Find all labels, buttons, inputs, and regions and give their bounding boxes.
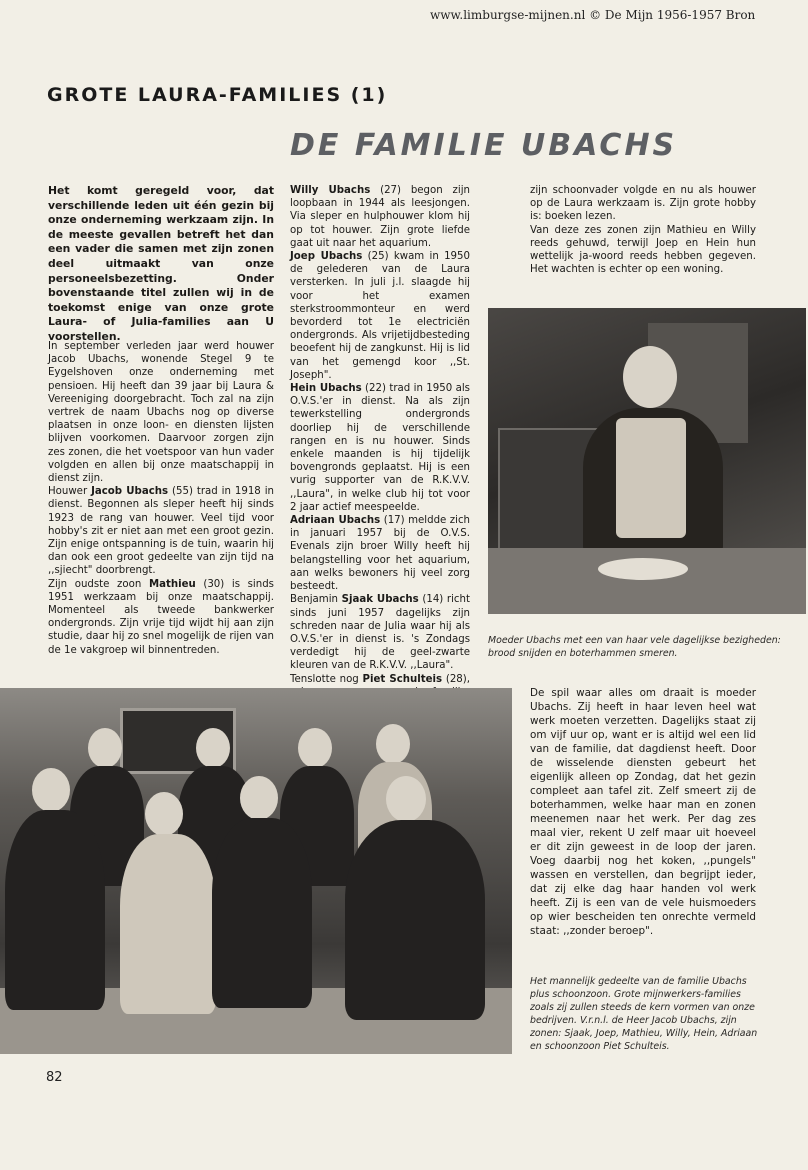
text: Zijn oudste zoon — [48, 578, 149, 590]
text: Tenslotte nog — [290, 673, 363, 685]
man-head — [298, 728, 332, 768]
intro-paragraph — [48, 184, 274, 345]
man-head — [88, 728, 122, 768]
person-name: Hein Ubachs — [290, 383, 362, 395]
column-2 — [290, 184, 470, 712]
page-number: 82 — [46, 1070, 63, 1085]
text: (30) is sinds 1951 werkzaam bij onze maatschappij. Momenteel als tweede bankwerker ondergronds. Zijn vrije tijd wijdt hij aan zijn studie, daar hij zo snel mogelijk de rijen van de 1e vakgroep wil binnentreden. — [48, 578, 274, 656]
photo-mother-ubachs — [488, 308, 806, 614]
col2-paragraph-5 — [290, 593, 470, 672]
man-head — [240, 776, 278, 820]
text: Benjamin — [290, 594, 342, 606]
series-title: GROTE LAURA-FAMILIES (1) — [47, 84, 388, 106]
plate-shape — [598, 558, 688, 580]
person-name: Piet Schulteis — [362, 673, 443, 685]
photo-caption-1: Moeder Ubachs met een van haar vele dagelijkse bezigheden: brood snijden en boterhammen smeren. — [488, 635, 781, 659]
man-head — [386, 776, 426, 822]
person-name: Joep Ubachs — [290, 251, 363, 263]
person-name: Willy Ubachs — [290, 185, 371, 196]
source-line: www.limburgse-mijnen.nl © De Mijn 1956-1957 Bron — [430, 8, 756, 22]
text: (17) meldde zich in januari 1957 bij de O.V.S. Evenals zijn broer Willy heeft hij belangstelling voor het aquarium, aan welks bewoners hij veel zorg besteedt. — [290, 515, 470, 593]
man-body — [120, 834, 216, 1014]
col4-paragraph: De spil waar alles om draait is moeder Ubachs. Zij heeft in haar leven heel wat werk moeten verzetten. Dagelijks staat zij om vijf uur op, want er is altijd wel een lid van de familie, dat dagdienst heeft. Door de wisselende diensten gebeurt het eigenlijk alleen op Zondag, dat het gezin compleet aan tafel zit. Zelf smeert zij de boterhammen, welke haar man en zonen meenemen naar het werk. Per dag zes maal vier, rekent U zelf maar uit hoeveel er dit zijn geweest in de loop der jaren. Voeg daarbij nog het koken, ,,pungels" wassen en verstellen, dan begrijpt ieder, dat zij elke dag haar handen vol werk heeft. Zij is een van de vele huismoeders op wier bescheiden ten onrechte vermeld staat: ,,zonder beroep". — [530, 687, 756, 937]
column-3 — [530, 184, 756, 276]
woman-head — [623, 346, 677, 408]
col2-paragraph-3 — [290, 382, 470, 514]
man-head — [376, 724, 410, 764]
column-4 — [530, 686, 756, 938]
apron-shape — [616, 418, 686, 538]
text: Houwer — [48, 486, 92, 498]
photo-caption-2: Het mannelijk gedeelte van de familie Ubachs plus schoonzoon. Grote mijnwerkers-families zoals zij zullen steeds de kern vormen van onze bedrijven. V.r.n.l. de Heer Jacob Ubachs, zijn zonen: Sjaak, Joep, Mathieu, Willy, Hein, Adriaan en schoonzoon Piet Schulteis. — [530, 976, 758, 1052]
man-head — [145, 792, 183, 836]
man-body — [212, 818, 312, 1008]
column-1 — [48, 340, 274, 657]
intro-text: Het komt geregeld voor, dat verschillende leden uit één gezin bij onze onderneming werkzaam zijn. In de meeste gevallen betreft het dan een vader die samen met zijn zonen deel uitmaakt van onze personeelsbezetting. Onder bovenstaande titel zullen wij in de toekomst enige van onze grote Laura- of Julia-families aan U voorstellen. — [48, 184, 274, 343]
man-head — [32, 768, 70, 812]
text: (14) richt sinds juni 1957 dagelijks zijn schreden naar de Julia waar hij als O.V.S.'er in dienst is. 's Zondags verdedigt hij de geel-zwarte kleuren van de R.K.V.V. ,,Laura". — [290, 594, 470, 672]
col1-paragraph-3 — [48, 578, 274, 657]
text: (22) trad in 1950 als O.V.S.'er in dienst. Na als zijn tewerkstelling ondergronds doorliep hij de verschillende rangen en is nu houwer. Sinds enkele maanden is hij tijdelijk bovengronds geplaatst. Hij is een vurig supporter van de R.K.V.V. ,,Laura", in welke club hij tot voor 2 jaar actief meespeelde. — [290, 383, 470, 513]
man-body — [345, 820, 485, 1020]
person-name: Sjaak Ubachs — [341, 594, 419, 606]
col2-paragraph-1 — [290, 184, 470, 250]
person-name: Mathieu — [148, 578, 196, 590]
article-headline: DE FAMILIE UBACHS — [290, 128, 678, 163]
man-head — [196, 728, 230, 768]
col1-paragraph-1: In september verleden jaar werd houwer Jacob Ubachs, wonende Stegel 9 te Eygelshoven onze onderneming met pensioen. Hij heeft dan 39 jaar bij Laura & Vereeniging doorgebracht. Toch zal na zijn vertrek de naam Ubachs nog op diverse plaatsen in onze loon- en diensten lijsten blijven voorkomen. Daarvoor zorgen zijn zes zonen, die het voetspoor van hun vader volgden en allen bij onze maatschappij in dienst zijn. — [48, 341, 274, 485]
text: (28), — [445, 673, 470, 685]
col2-paragraph-4 — [290, 514, 470, 593]
text: (25) kwam in 1950 de gelederen van de Laura versterken. In juli j.l. slaagde hij voor het examen sterkstroommonteur en werd bevorderd tot 1e electriciën ondergronds. Als vrijetijdbesteding beoefent hij de zangkunst. Hij is lid van het gemengd koor ,,St. Joseph". — [290, 251, 470, 381]
man-body — [5, 810, 105, 1010]
person-name: Adriaan Ubachs — [290, 515, 381, 527]
photo-family-group — [0, 688, 512, 1054]
col3-paragraph-2: Van deze zes zonen zijn Mathieu en Willy reeds gehuwd, terwijl Joep en Hein hun wettelijk ja-woord reeds hebben gegeven. Het wachten is echter op een woning. — [530, 224, 756, 276]
text: (55) trad in 1918 in dienst. Begonnen als sleper heeft hij sinds 1923 de rang van houwer. Veel tijd voor hobby's zit er niet aan met een groot gezin. Zijn enige ontspanning is de tuin, waarin hij dan ook een groot gedeelte van zijn tijd na ,,sjiecht" doorbrengt. — [48, 486, 274, 577]
col3-paragraph-1: zijn schoonvader volgde en nu als houwer op de Laura werkzaam is. Zijn grote hobby is: boeken lezen. — [530, 185, 756, 223]
person-name: Jacob Ubachs — [91, 486, 169, 498]
col2-paragraph-2 — [290, 250, 470, 382]
col1-paragraph-2 — [48, 485, 274, 577]
text: (27) begon zijn loopbaan in 1944 als leesjongen. Via sleper en hulphouwer klom hij op tot houwer. Zijn grote liefde gaat uit naar het aquarium. — [290, 185, 470, 249]
